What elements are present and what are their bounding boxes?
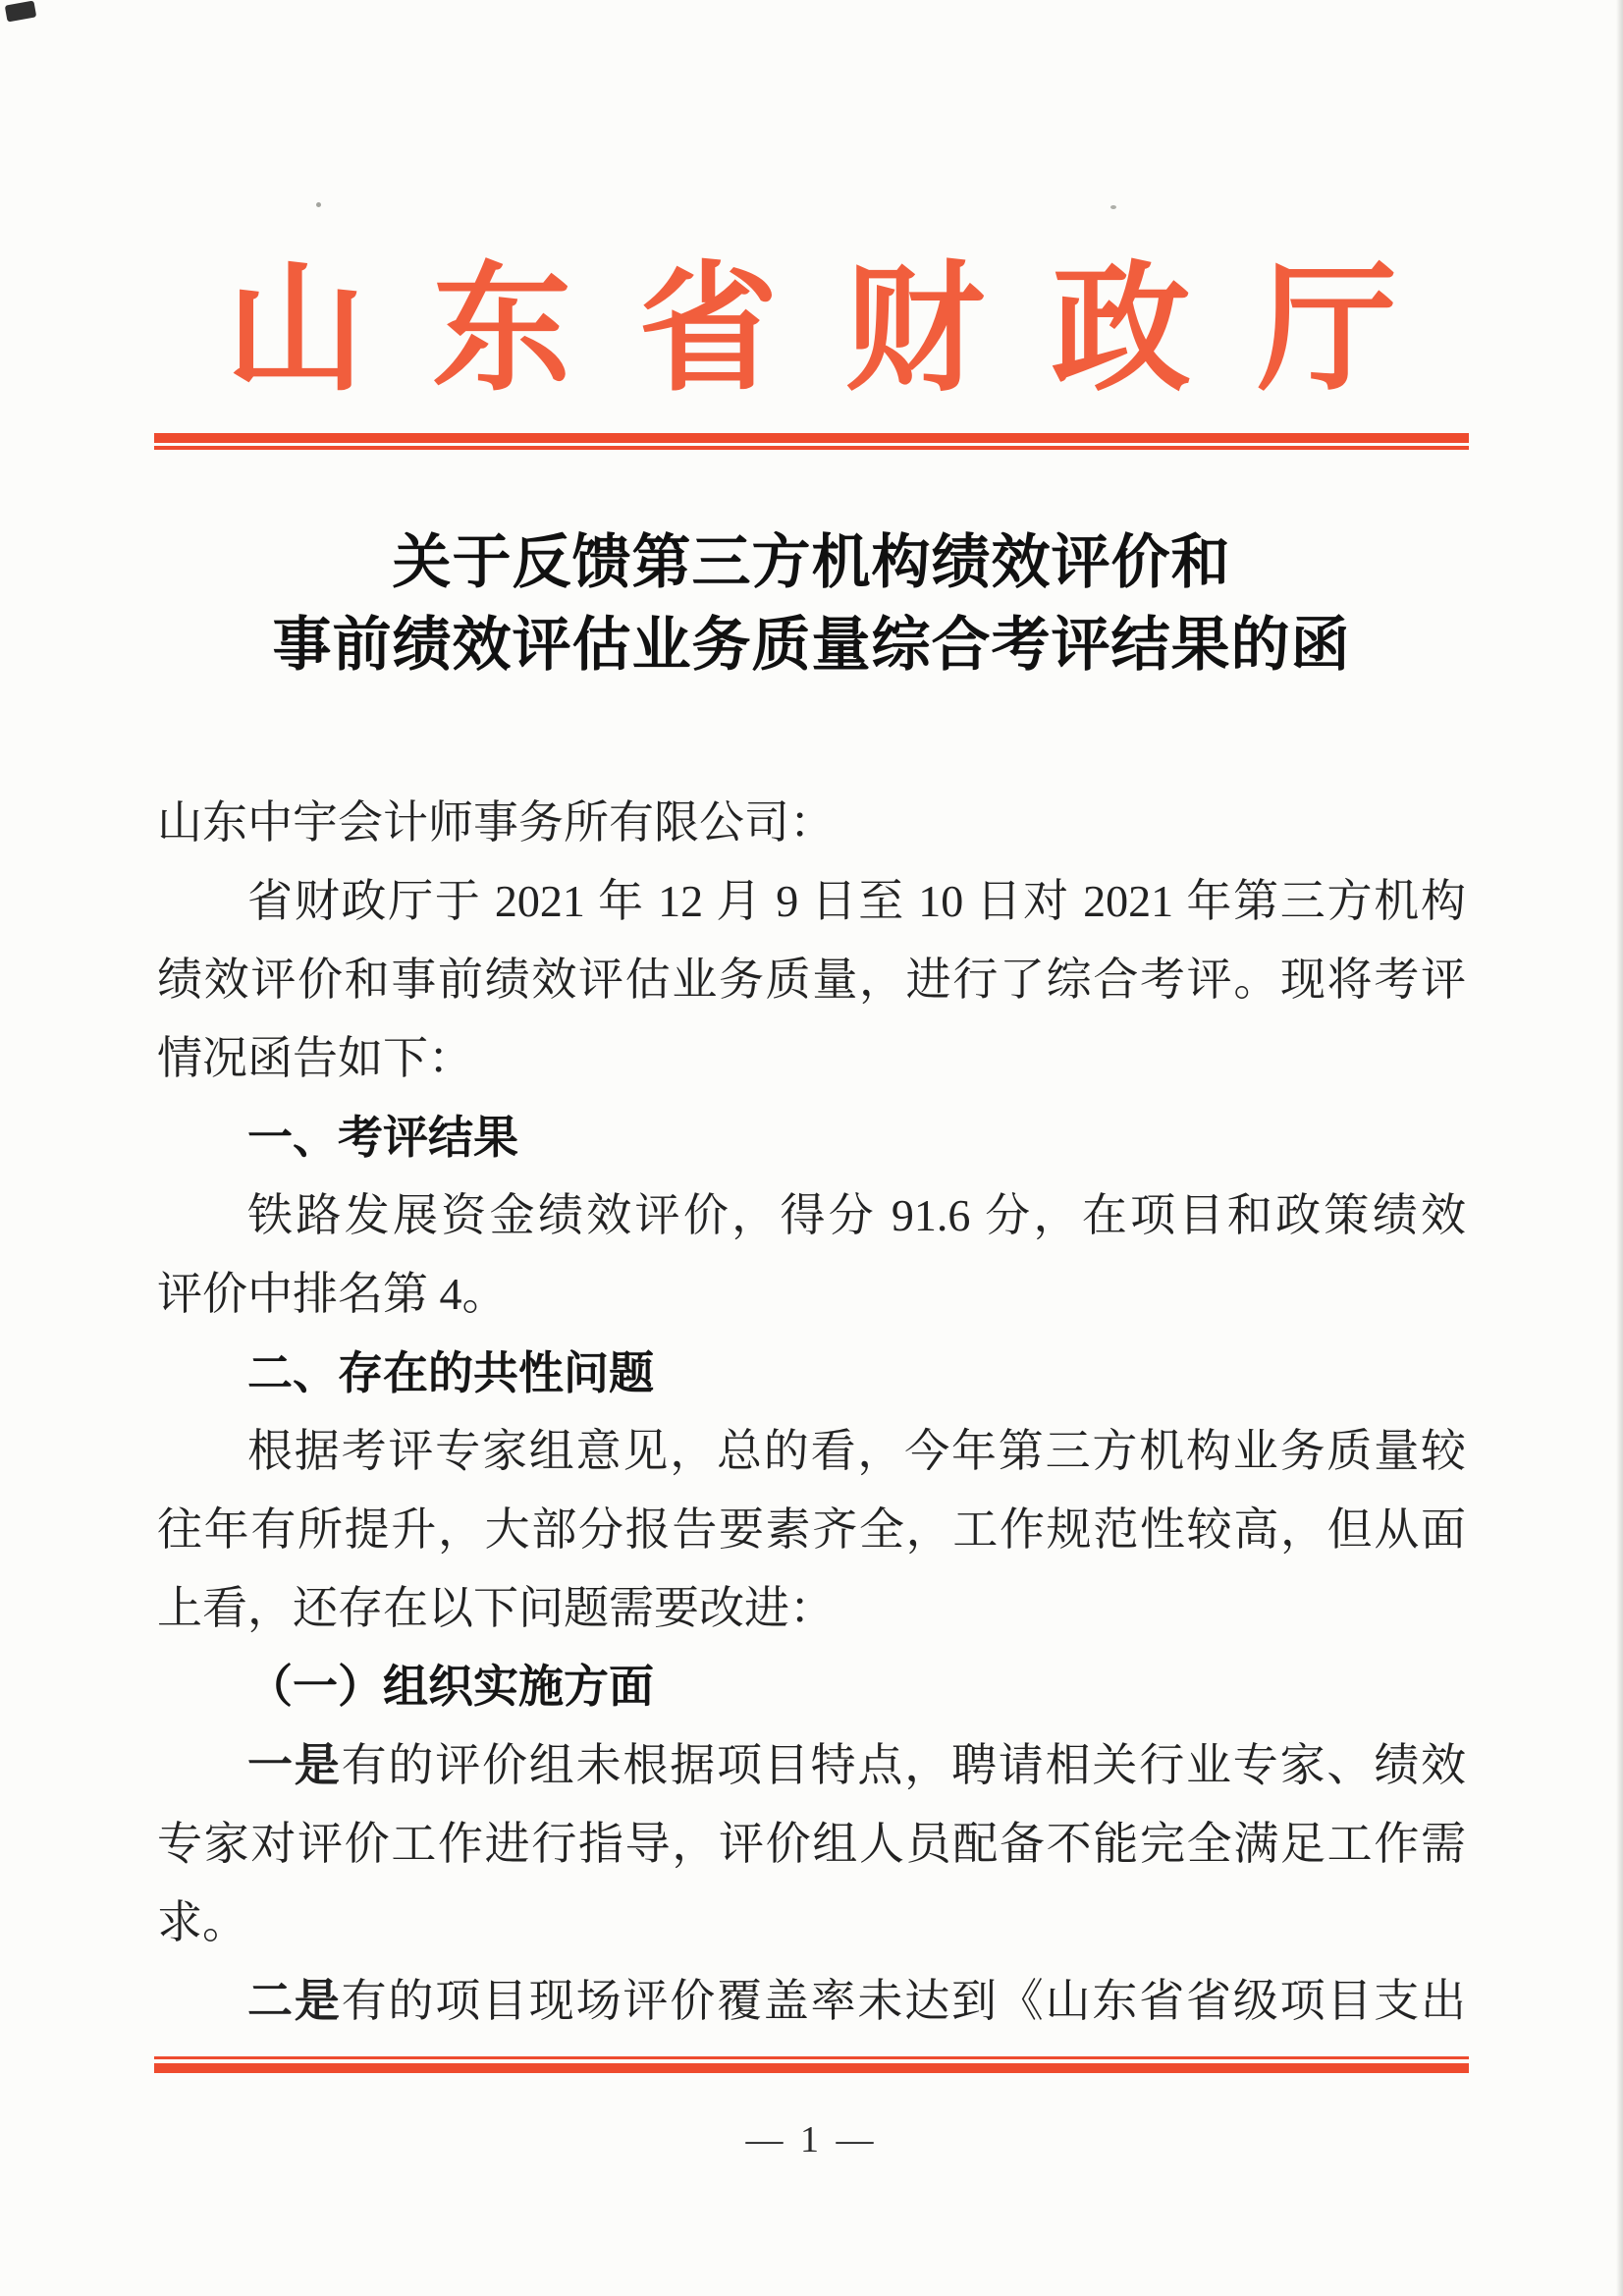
text-line	[157, 1648, 1466, 1726]
letterhead-agency-name: 山东省财政厅	[226, 252, 1465, 408]
line-text: 情况函告如下：	[157, 1033, 473, 1083]
text-line	[157, 1098, 1466, 1176]
line-text: 评价中排名第 4。	[157, 1269, 508, 1319]
text-line	[157, 784, 1466, 862]
text-line	[157, 1569, 1466, 1648]
text-line	[157, 941, 1466, 1019]
document-title-line-2: 事前绩效评估业务质量综合考评结果的函	[272, 613, 1351, 678]
line-text: 铁路发展资金绩效评价，得分 91.6 分，在项目和政策绩效	[247, 1190, 1466, 1240]
line-text: （一）组织实施方面	[247, 1662, 654, 1712]
text-line	[157, 1255, 1466, 1334]
scan-artifact	[316, 202, 321, 207]
lead-emphasis: 一是	[247, 1740, 342, 1790]
text-line	[157, 1176, 1466, 1255]
footer-red-rule	[154, 2056, 1469, 2073]
line-text: 根据考评专家组意见，总的看，今年第三方机构业务质量较	[247, 1426, 1466, 1476]
line-text: 有的项目现场评价覆盖率未达到《山东省省级项目支出	[341, 1976, 1467, 2026]
document-title-line-1: 关于反馈第三方机构绩效评价和	[392, 530, 1231, 595]
line-text: 二、存在的共性问题	[247, 1347, 654, 1398]
lead-emphasis: 二是	[247, 1976, 342, 2026]
text-line	[157, 862, 1466, 941]
scan-artifact	[1110, 205, 1116, 209]
text-line	[157, 1412, 1466, 1491]
text-line	[157, 1962, 1466, 2041]
page-number: — 1 —	[745, 2119, 878, 2160]
text-line	[157, 1491, 1466, 1569]
line-text: 求。	[157, 1897, 247, 1947]
line-text: 山东中宇会计师事务所有限公司：	[157, 797, 835, 847]
line-text: 有的评价组未根据项目特点，聘请相关行业专家、绩效	[341, 1740, 1467, 1790]
text-line	[157, 1019, 1466, 1098]
document-title	[0, 521, 1623, 686]
text-line	[157, 1726, 1466, 1805]
line-text: 绩效评价和事前绩效评估业务质量，进行了综合考评。现将考评	[157, 955, 1466, 1005]
line-text: 省财政厅于 2021 年 12 月 9 日至 10 日对 2021 年第三方机构	[247, 876, 1467, 926]
scan-artifact	[5, 1, 36, 23]
letterhead-red-rule	[154, 433, 1469, 450]
body-text	[157, 784, 1466, 2041]
line-text: 往年有所提升，大部分报告要素齐全，工作规范性较高，但从面	[157, 1504, 1466, 1555]
text-line	[157, 1884, 1466, 1962]
line-text: 上看，还存在以下问题需要改进：	[157, 1583, 835, 1633]
text-line	[157, 1805, 1466, 1884]
line-text: 专家对评价工作进行指导，评价组人员配备不能完全满足工作需	[157, 1819, 1466, 1869]
line-text: 一、考评结果	[247, 1112, 518, 1163]
text-line	[157, 1334, 1466, 1412]
